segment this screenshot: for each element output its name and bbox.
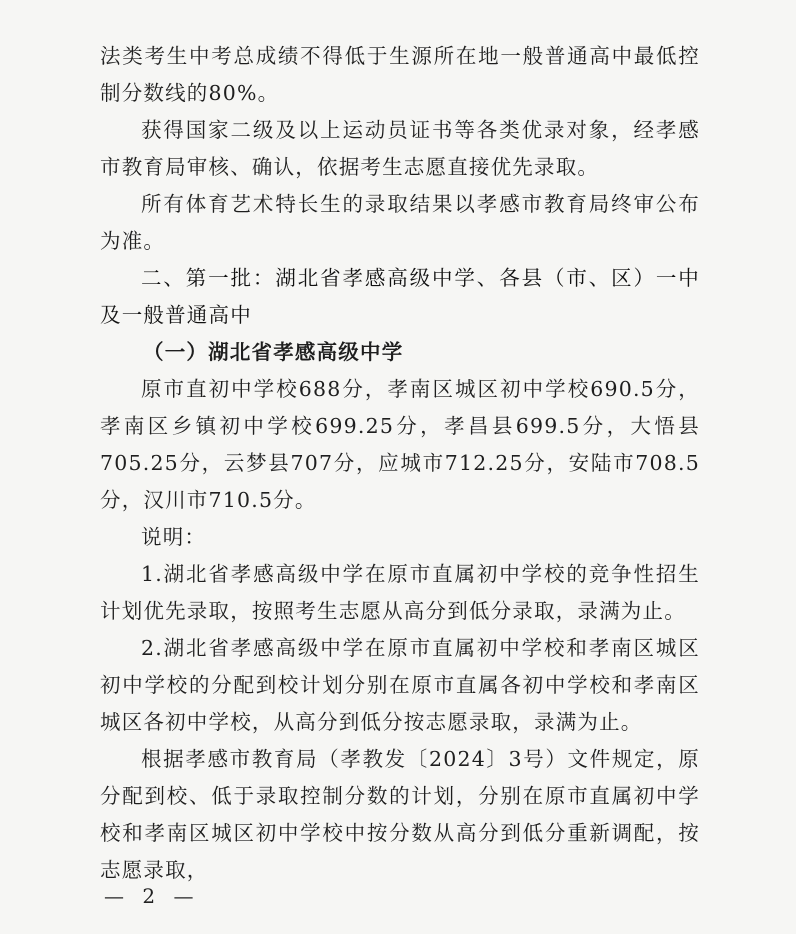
paragraph-reallocation: 根据孝感市教育局（孝教发〔2024〕3号）文件规定，原分配到校、低于录取控制分数的计划，分别在原市直属初中学校和孝南区城区初中学校中按分数从高分到低分重新调配，按志愿录取， <box>100 747 700 882</box>
paragraph-score-requirement: 法类考生中考总成绩不得低于生源所在地一般普通高中最低控制分数线的80%。 <box>100 44 700 105</box>
paragraph-note-2: 2.湖北省孝感高级中学在原市直属初中学校和孝南区城区初中学校的分配到校计划分别在原市直属各初中学校和孝南区城区各初中学校，从高分到低分按志愿录取，录满为止。 <box>100 636 700 734</box>
paragraph-note-1: 1.湖北省孝感高级中学在原市直属初中学校的竞争性招生计划优先录取，按照考生志愿从高分到低分录取，录满为止。 <box>100 562 700 623</box>
sub-heading-xiaogan-high-school: （一）湖北省孝感高级中学 <box>143 340 404 364</box>
paragraph-notes-label: 说明： <box>141 525 207 549</box>
paragraph-cutoff-scores: 原市直初中学校688分，孝南区城区初中学校690.5分，孝南区乡镇初中学校699.25分，孝昌县699.5分，大悟县705.25分，云梦县707分，应城市712.25分，安陆市708.5分，汉川市710.5分。 <box>100 377 700 512</box>
section-heading-first-batch: 二、第一批：湖北省孝感高级中学、各县（市、区）一中及一般普通高中 <box>100 266 700 327</box>
page-number: — 2 — <box>104 884 200 908</box>
paragraph-final-result: 所有体育艺术特长生的录取结果以孝感市教育局终审公布为准。 <box>100 192 700 253</box>
paragraph-athlete-priority: 获得国家二级及以上运动员证书等各类优录对象，经孝感市教育局审核、确认，依据考生志愿直接优先录取。 <box>100 118 700 179</box>
